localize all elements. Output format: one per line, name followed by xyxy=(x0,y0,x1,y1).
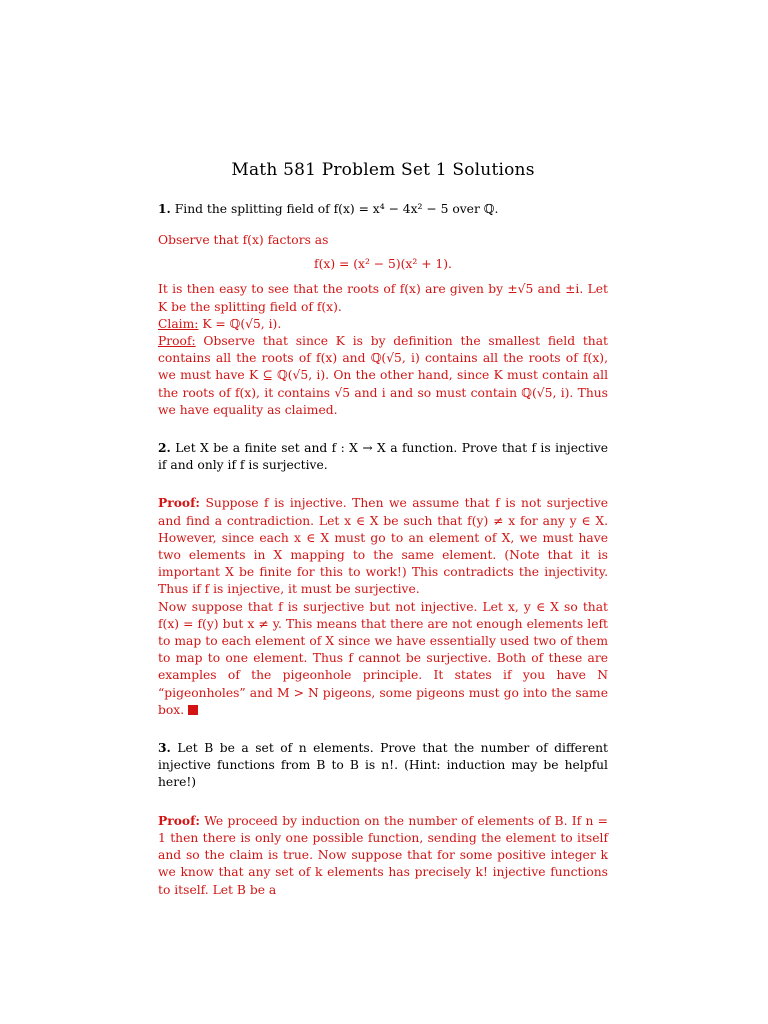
page-title: Math 581 Problem Set 1 Solutions xyxy=(231,160,535,180)
solution-1-factorization: f(x) = (x² − 5)(x² + 1). xyxy=(314,257,452,272)
solution-1-claim xyxy=(158,316,608,333)
problem-1-statement xyxy=(158,200,608,218)
solution-3-proof xyxy=(158,812,608,899)
solution-1-observe: Observe that f(x) factors as xyxy=(158,233,329,248)
proof-label: Proof: xyxy=(158,495,200,511)
solution-1-roots: It is then easy to see that the roots of f(x) are given by ±√5 and ±i. Let K be the splitting field of f(x). xyxy=(158,282,608,314)
proof-text: Suppose f is injective. Then we assume that f is not surjective and find a contradiction. Let x ∈ X be such that f(y) ≠ x for any y ∈ X. However, since each x ∈ X must go to an element of X, we must have two elements in X mapping to the same element. (Note that it is important X be finite for this to work!) This contradicts the injectivity. Thus if f is injective, it must be surjective. xyxy=(158,496,608,597)
problem-2-text: Let X be a finite set and f : X → X a function. Prove that f is injective if and only if f is surjective. xyxy=(158,441,608,473)
problem-3-number: 3. xyxy=(158,740,171,756)
problem-2-statement xyxy=(158,439,608,474)
problem-3-text: Let B be a set of n elements. Prove that the number of different injective functions from B to B is n!. (Hint: induction may be helpful here!) xyxy=(158,741,608,790)
problem-3-statement xyxy=(158,739,608,792)
proof-text: We proceed by induction on the number of elements of B. If n = 1 then there is only one possible function, sending the element to itself and so the claim is true. Now suppose that for some positive integer k we know that any set of k elements has precisely k! injective functions to itself. Let B be a xyxy=(158,813,608,897)
problem-2-number: 2. xyxy=(158,440,171,456)
problem-1-text: Find the splitting field of f(x) = x⁴ − 4x² − 5 over ℚ. xyxy=(174,202,499,216)
problem-1-number: 1. xyxy=(158,201,171,216)
proof-text: Observe that since K is by definition the smallest field that contains all the roots of f(x) and ℚ(√5, i) contains all the roots of f(x), we must have K ⊆ ℚ(√5, i). On the other hand, since K must contain all the roots of f(x), it contains √5 and i and so must contain ℚ(√5, i). Thus we have equality as claimed. xyxy=(158,334,608,417)
solution-2-proof-part2 xyxy=(158,599,608,719)
proof-text: Now suppose that f is surjective but not injective. Let x, y ∈ X so that f(x) = f(y) but x ≠ y. This means that there are not enough elements left to map to each element of X since we have essentially used two of them to map to one element. Thus f cannot be surjective. Both of these are examples of the pigeonhole principle. It states if you have N “pigeonholes” and M > N pigeons, some pigeons must go into the same box. xyxy=(158,599,608,717)
proof-label: Proof: xyxy=(158,334,196,349)
qed-square-icon xyxy=(188,705,198,715)
claim-text: K = ℚ(√5, i). xyxy=(198,316,282,331)
proof-label: Proof: xyxy=(158,812,200,828)
document-page xyxy=(158,160,608,899)
claim-label: Claim: xyxy=(158,316,199,331)
solution-2-proof-part1 xyxy=(158,494,608,598)
solution-1-proof xyxy=(158,333,608,419)
